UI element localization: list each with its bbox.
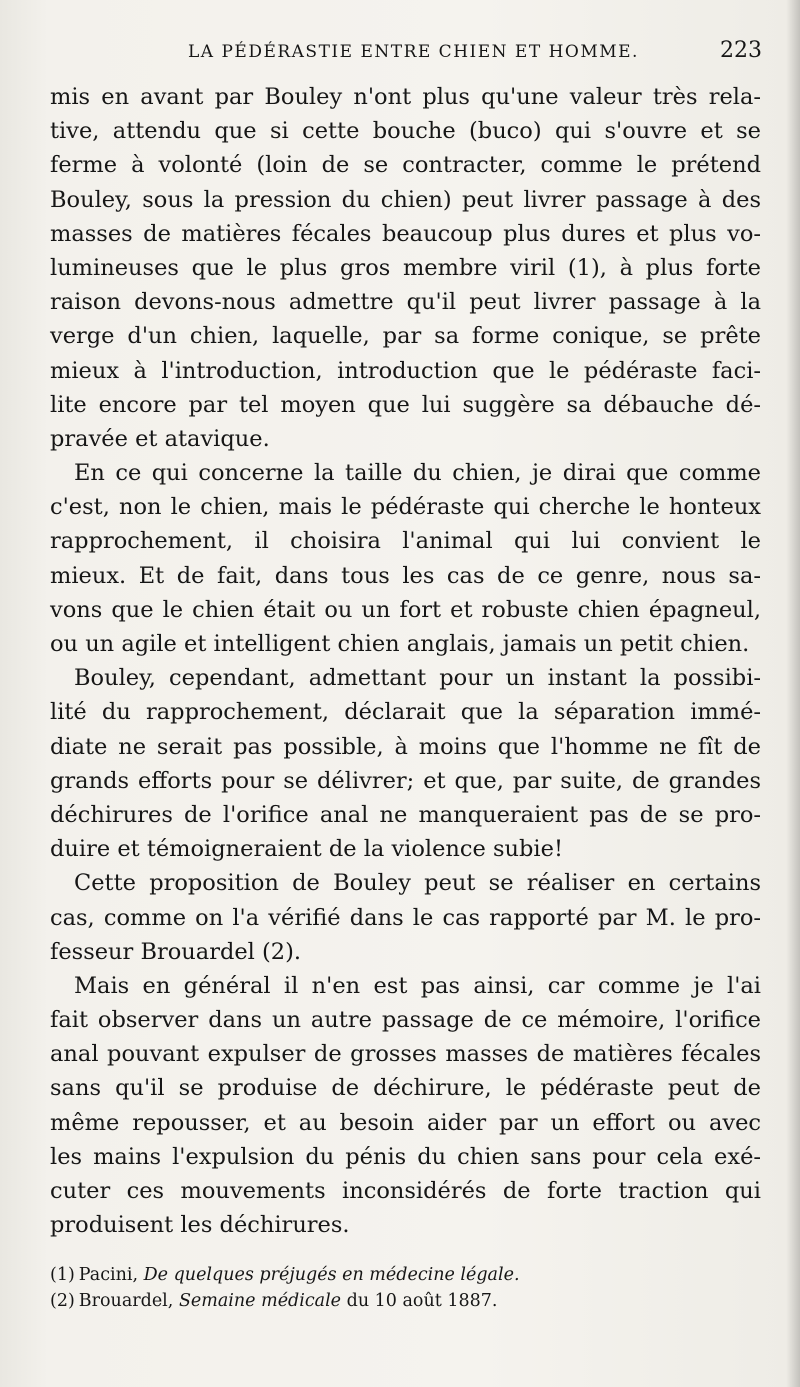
footnote-title: Semaine médicale [178,1291,342,1311]
text-line: pravée et atavique. [50,425,270,452]
text-line: lite encore par tel moyen que lui suggère sa débauche dé- [50,391,761,418]
footnote-author: Pacini, [78,1265,139,1285]
text-line: diate ne serait pas possible, à moins que l'homme ne fît de [50,733,761,760]
text-line: masses de matières fécales beaucoup plus dures et plus vo- [50,220,761,247]
paragraph [50,969,761,1243]
text-line: ou un agile et intelligent chien anglais, jamais un petit chien. [50,631,750,657]
text-line: Bouley, cependant, admettant pour un instant la possibi- [74,665,761,692]
body-text [50,80,761,1242]
paragraph [50,661,761,866]
footnote-mark: (2) [50,1291,75,1311]
text-line: même repousser, et au besoin aider par un effort ou avec [50,1109,761,1136]
text-line: anal pouvant expulser de grosses masses de matières fécales [50,1041,761,1068]
footnote [50,1262,650,1288]
text-line: lité du rapprochement, déclarait que la séparation immé- [50,699,761,726]
text-line: cas, comme on l'a vérifié dans le cas rapporté par M. le pro- [50,904,761,931]
paragraph [50,80,761,456]
text-line: mieux à l'introduction, introduction que le pédéraste faci- [50,357,761,384]
text-line: lumineuses que le plus gros membre viril (1), à plus forte [50,254,761,281]
text-line: fesseur Brouardel (2). [50,938,302,965]
text-line: verge d'un chien, laquelle, par sa forme conique, se prête [50,323,761,350]
footnote-rest: du 10 août 1887. [346,1291,498,1311]
footnote [50,1288,650,1314]
text-line: duire et témoigneraient de la violence subie! [50,836,563,863]
footnote-author: Brouardel, [78,1291,174,1311]
text-line: mis en avant par Bouley n'ont plus qu'une valeur très rela- [50,84,761,110]
text-line: rapprochement, il choisira l'animal qui lui convient le [50,528,761,555]
text-line: ferme à volonté (loin de se contracter, comme le prétend [50,152,761,179]
text-line: sans qu'il se produise de déchirure, le pédéraste peut de [50,1075,761,1102]
page-header [50,38,762,68]
footnote-mark: (1) [50,1265,75,1285]
text-line: grands efforts pour se délivrer; et que, par suite, de grandes [50,767,761,794]
text-line: Mais en général il n'en est pas ainsi, car comme je l'ai [74,972,761,999]
paragraph [50,456,761,661]
text-line: produisent les déchirures. [50,1212,350,1239]
text-line: c'est, non le chien, mais le pédéraste qui cherche le honteux [50,494,761,521]
text-line: tive, attendu que si cette bouche (buco) qui s'ouvre et se [50,118,761,145]
text-line: cuter ces mouvements inconsidérés de forte traction qui [50,1178,761,1204]
text-line: fait observer dans un autre passage de ce mémoire, l'orifice [50,1007,761,1034]
text-line: raison devons-nous admettre qu'il peut livrer passage à la [50,289,761,316]
text-line: Bouley, sous la pression du chien) peut livrer passage à des [50,186,761,213]
text-line: les mains l'expulsion du pénis du chien sans pour cela exé- [50,1143,761,1170]
text-line: En ce qui concerne la taille du chien, je dirai que comme [74,460,761,487]
text-line: mieux. Et de fait, dans tous les cas de ce genre, nous sa- [50,562,761,589]
text-line: Cette proposition de Bouley peut se réaliser en certains [74,870,761,897]
footnotes [50,1262,650,1314]
text-line: vons que le chien était ou un fort et robuste chien épagneul, [50,596,761,623]
footnote-title: De quelques préjugés en médecine légale. [143,1265,520,1285]
page-number: 223 [720,38,762,63]
paragraph [50,866,761,969]
running-head: LA PÉDÉRASTIE ENTRE CHIEN ET HOMME. [188,42,639,62]
text-line: déchirures de l'orifice anal ne manqueraient pas de se pro- [50,801,761,828]
